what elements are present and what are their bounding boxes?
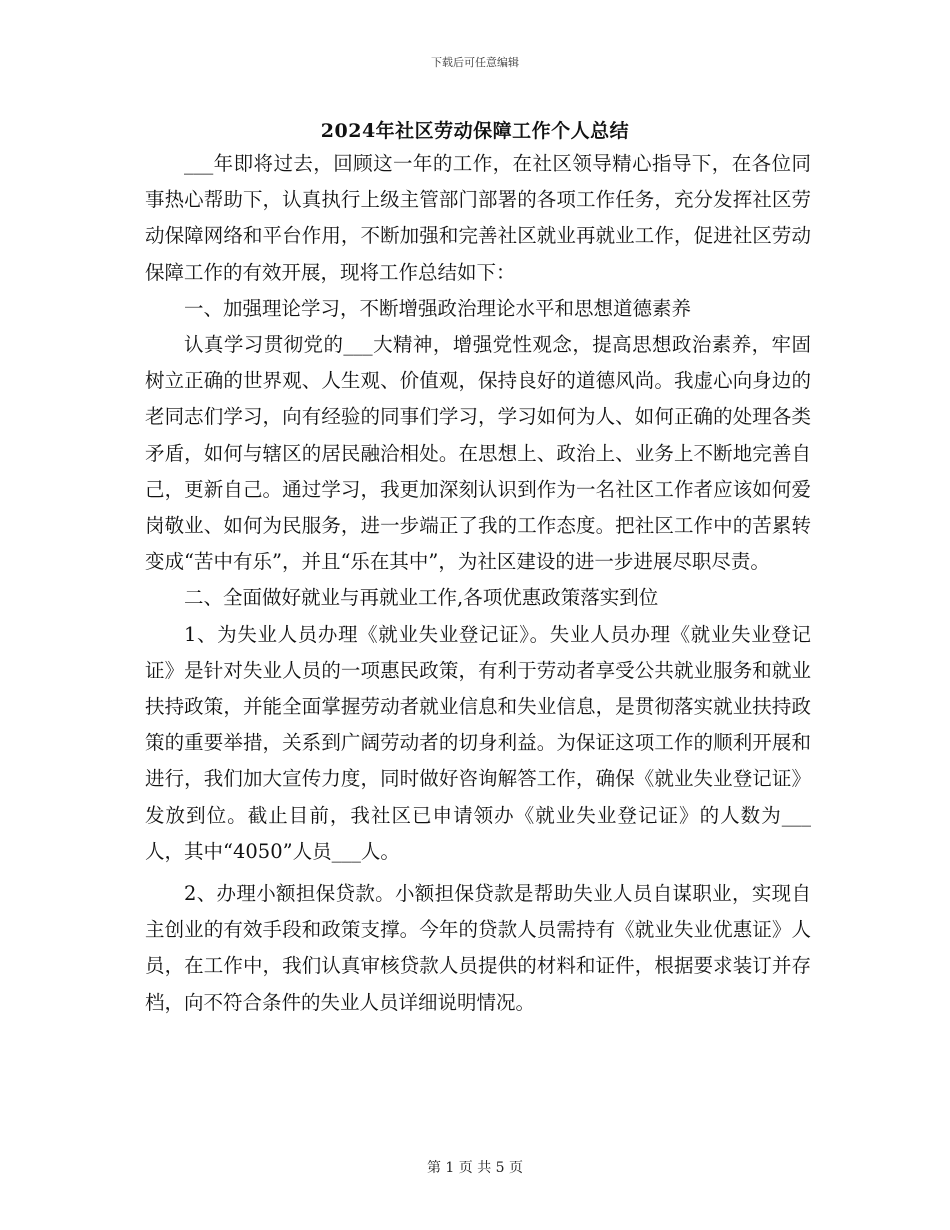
document-body — [145, 146, 811, 1021]
document-title: 2024年社区劳动保障工作个人总结 — [320, 120, 630, 142]
paragraph-loan: 2、办理小额担保贷款。小额担保贷款是帮助失业人员自谋职业，实现自主创业的有效手段和政策支撑。今年的贷款人员需持有《就业失业优惠证》人员，在工作中，我们认真审核贷款人员提供的材料和证件，根据要求装订并存档，向不符合条件的失业人员详细说明情况。 — [145, 882, 811, 1014]
section-heading-1: 一、加强理论学习，不断增强政治理论水平和思想道德素养 — [184, 296, 692, 320]
paragraph-registration: 1、为失业人员办理《就业失业登记证》。失业人员办理《就业失业登记证》是针对失业人员的一项惠民政策，有利于劳动者享受公共就业服务和就业扶持政策，并能全面掌握劳动者就业信息和失业信息，是贯彻落实就业扶持政策的重要举措，关系到广阔劳动者的切身利益。为保证这项工作的顺利开展和进行，我们加大宣传力度，同时做好咨询解答工作，确保《就业失业登记证》发放到位。截止目前，我社区已申请领办《就业失业登记证》的人数为___人，其中“4050”人员___人。 — [145, 622, 811, 863]
header-note: 下载后可任意编辑 — [431, 56, 519, 69]
paragraph-study: 认真学习贯彻党的___大精神，增强党性观念，提高思想政治素养，牢固树立正确的世界观、人生观、价值观，保持良好的道德风尚。我虚心向身边的老同志们学习，向有经验的同事们学习，学习如何为人、如何正确的处理各类矛盾，如何与辖区的居民融洽相处。在思想上、政治上、业务上不断地完善自己，更新自己。通过学习，我更加深刻认识到作为一名社区工作者应该如何爱岗敬业、如何为民服务，进一步端正了我的工作态度。把社区工作中的苦累转变成“苦中有乐”，并且“乐在其中”，为社区建设的进一步进展尽职尽责。 — [145, 333, 811, 574]
page-number: 第 1 页 共 5 页 — [426, 1160, 524, 1176]
paragraph-intro: ___年即将过去，回顾这一年的工作，在社区领导精心指导下，在各位同事热心帮助下，认真执行上级主管部门部署的各项工作任务，充分发挥社区劳动保障网络和平台作用，不断加强和完善社区就业再就业工作，促进社区劳动保障工作的有效开展，现将工作总结如下： — [145, 152, 811, 284]
section-heading-2: 二、全面做好就业与再就业工作,各项优惠政策落实到位 — [184, 586, 659, 610]
